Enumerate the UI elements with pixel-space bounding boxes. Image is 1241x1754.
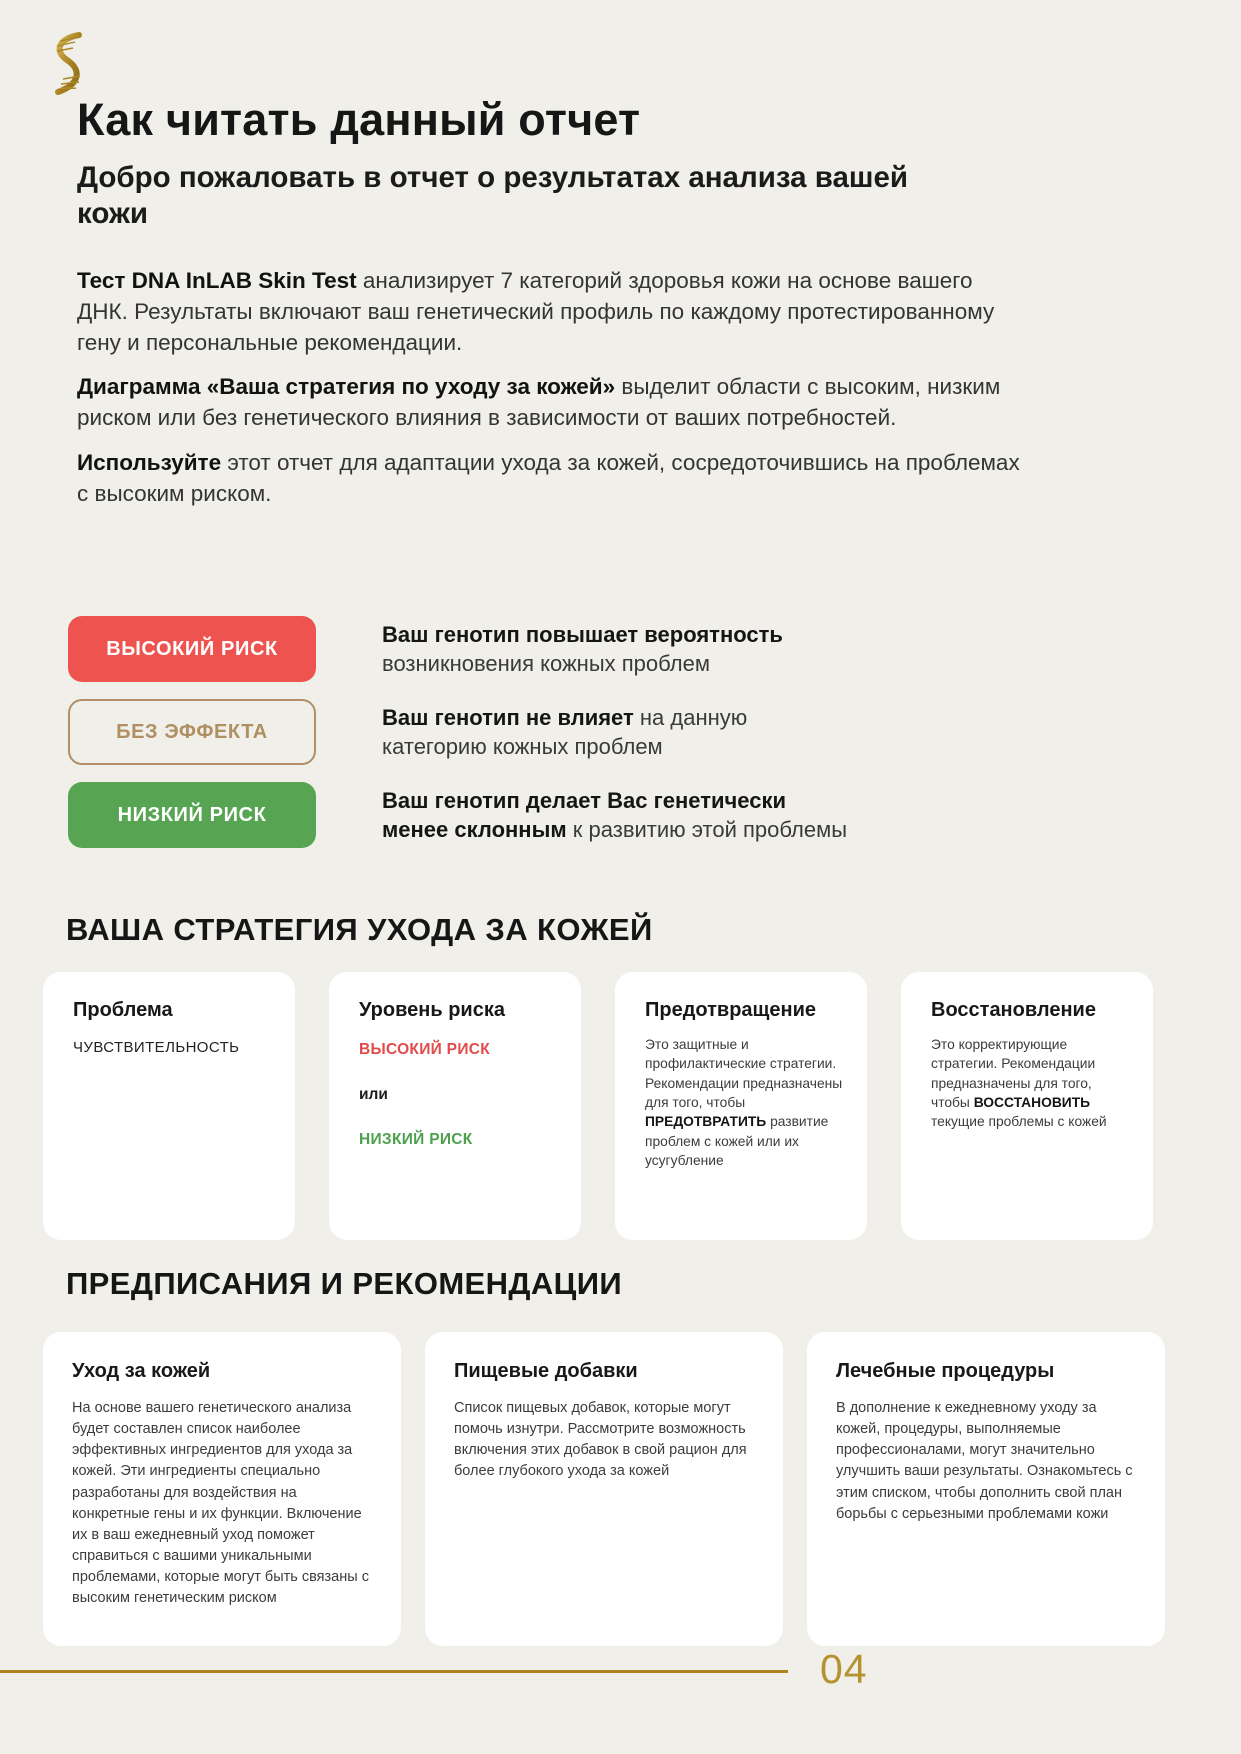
prevention-body-emphasis: ПРЕДОТВРАТИТЬ — [645, 1114, 767, 1130]
low-risk-description — [382, 786, 848, 844]
strategy-card-prevention-body — [645, 1035, 843, 1170]
recommendations-cards-row — [43, 1332, 1165, 1646]
risk-legend — [68, 616, 848, 865]
risk-level-low-label: НИЗКИЙ РИСК — [359, 1131, 473, 1148]
no-effect-description-lead: Ваш генотип не влияет — [382, 704, 634, 730]
intro-section — [77, 266, 1029, 524]
no-effect-description-text: на данную категорию кожных проблем — [382, 704, 748, 759]
intro-paragraph-test-lead: Тест DNA InLAB Skin Test — [77, 268, 357, 293]
strategy-card-problem — [43, 972, 295, 1240]
intro-paragraph-test-text: анализирует 7 категорий здоровья кожи на основе вашего ДНК. Результаты включают ваш генетический профиль по каждому протестированному гену и персональные рекомендации. — [77, 268, 995, 355]
strategy-card-restoration — [901, 972, 1153, 1240]
recommendation-card-skincare-title: Уход за кожей — [72, 1360, 211, 1382]
strategy-card-prevention — [615, 972, 867, 1240]
recommendation-card-treatments-title: Лечебные процедуры — [836, 1360, 1055, 1382]
recommendation-card-supplements-title: Пищевые добавки — [454, 1360, 638, 1382]
intro-paragraph-diagram — [77, 372, 1029, 434]
strategy-card-restoration-title: Восстановление — [931, 999, 1096, 1021]
page-subtitle: Добро пожаловать в отчет о результатах анализа вашей кожи — [77, 161, 908, 230]
restoration-body-emphasis: ВОССТАНОВИТЬ — [973, 1094, 1091, 1110]
legend-row-high-risk — [68, 616, 848, 682]
recommendation-card-skincare — [43, 1332, 401, 1646]
recommendation-card-supplements-body: Список пищевых добавок, которые могут помочь изнутри. Рассмотрите возможность включения этих добавок в свой рацион для более глубокого ухода за кожей — [454, 1400, 747, 1480]
low-risk-description-lead: Ваш генотип делает Вас генетически менее склонным — [382, 787, 786, 842]
intro-paragraph-diagram-lead: Диаграмма «Ваша стратегия по уходу за кожей» — [77, 374, 616, 400]
intro-paragraph-use-text: этот отчет для адаптации ухода за кожей, сосредоточившись на проблемах с высоким риском. — [77, 450, 1020, 506]
strategy-card-prevention-title: Предотвращение — [645, 999, 817, 1021]
footer-gold-divider — [0, 1670, 788, 1673]
problem-value: ЧУВСТВИТЕЛЬНОСТЬ — [73, 1039, 240, 1056]
strategy-card-problem-title: Проблема — [73, 999, 173, 1021]
intro-paragraph-test — [77, 266, 1029, 358]
strategy-card-risk-level-title: Уровень риска — [359, 999, 505, 1021]
recommendation-card-supplements — [425, 1332, 783, 1646]
recommendation-card-skincare-body: На основе вашего генетического анализа будет составлен список наиболее эффективных ингредиентов для ухода за кожей. Эти ингредиенты специально разработаны для воздействия на конкретные гены и их функции. Включение их в ваш ежедневный уход поможет справиться с вашими уникальными проблемами, которые могут быть связаны с высоким генетическим риском — [72, 1400, 369, 1607]
low-risk-description-text: к развитию этой проблемы — [566, 817, 847, 842]
low-risk-badge: НИЗКИЙ РИСК — [68, 782, 316, 848]
strategy-card-risk-level — [329, 972, 581, 1240]
risk-level-high-label: ВЫСОКИЙ РИСК — [359, 1041, 491, 1058]
recommendation-card-treatments-body: В дополнение к ежедневному уходу за кожей, процедуры, выполняемые профессионалами, могут значительно улучшить ваши результаты. Ознакомьтесь с этим списком, чтобы дополнить свой план борьбы с серьезными проблемами кожи — [836, 1400, 1133, 1522]
page-number: 04 — [820, 1646, 868, 1692]
restoration-body-end: текущие проблемы с кожей — [931, 1114, 1107, 1130]
legend-row-no-effect — [68, 699, 848, 765]
strategy-cards-row — [43, 972, 1153, 1240]
high-risk-description-lead: Ваш генотип повышает вероятность — [382, 621, 783, 647]
high-risk-description-text: возникновения кожных проблем — [382, 651, 710, 676]
high-risk-badge: ВЫСОКИЙ РИСК — [68, 616, 316, 682]
legend-row-low-risk — [68, 782, 848, 848]
page-title: Как читать данный отчет — [77, 94, 641, 145]
strategy-section-heading: ВАША СТРАТЕГИЯ УХОДА ЗА КОЖЕЙ — [66, 912, 653, 947]
high-risk-description — [382, 620, 848, 678]
prevention-body-start: Это защитные и профилактические стратегии. Рекомендации предназначены для того, чтобы — [645, 1037, 843, 1110]
dna-logo-icon — [46, 32, 92, 96]
restoration-body-start: Это корректирующие стратегии. Рекомендации предназначены для того, чтобы — [931, 1037, 1096, 1110]
no-effect-description — [382, 703, 848, 761]
intro-paragraph-diagram-text: выделит области с высоким, низким риском или без генетического влияния в зависимости от ваших потребностей. — [77, 374, 1001, 431]
no-effect-badge: БЕЗ ЭФФЕКТА — [68, 699, 316, 765]
risk-level-or-label: или — [359, 1086, 388, 1103]
recommendation-card-treatments — [807, 1332, 1165, 1646]
intro-paragraph-use-lead: Используйте — [77, 450, 222, 476]
recommendations-section-heading: ПРЕДПИСАНИЯ И РЕКОМЕНДАЦИИ — [66, 1266, 623, 1301]
intro-paragraph-use — [77, 448, 1029, 510]
strategy-card-restoration-body — [931, 1035, 1129, 1132]
prevention-body-end: развитие проблем с кожей или их усугубление — [645, 1114, 829, 1168]
